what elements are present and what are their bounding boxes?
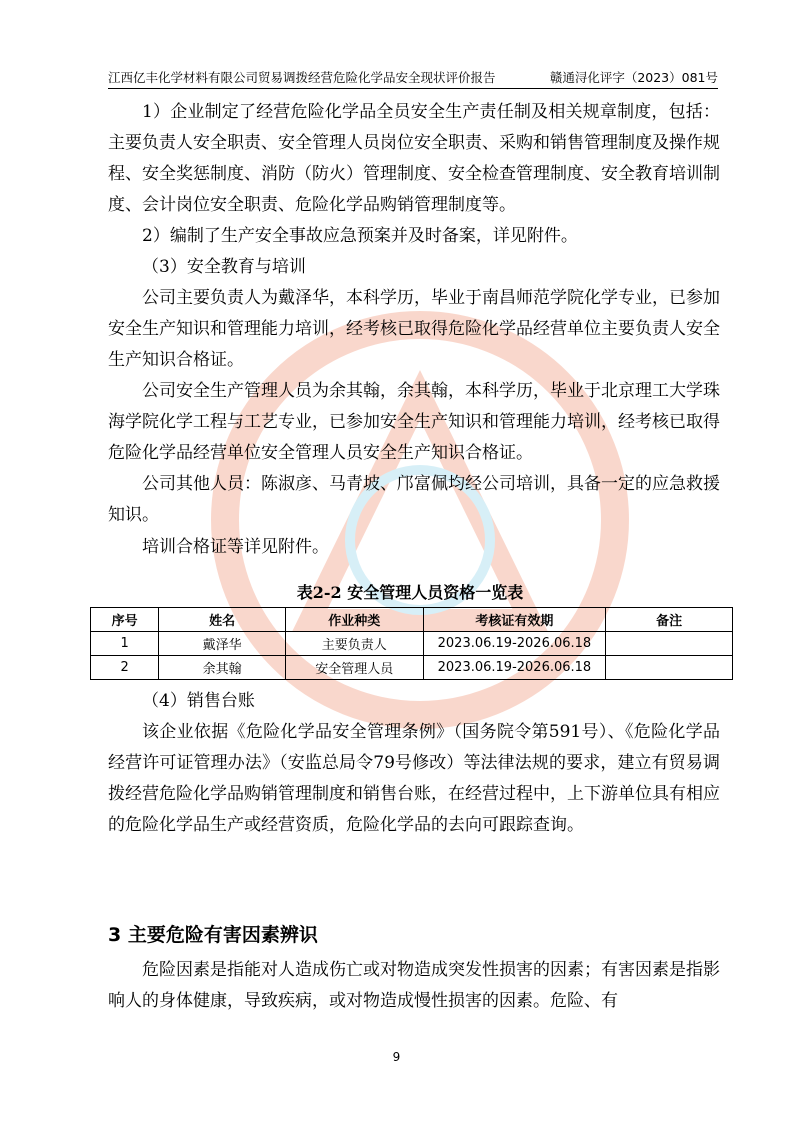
paragraph-safety-rules: 1）企业制定了经营危险化学品全员安全生产责任制及相关规章制度，包括：主要负责人安全职责、安全管理人员岗位安全职责、采购和销售管理制度及操作规程、安全奖惩制度、消防（防火）管理制度、安全检查管理制度、安全教育培训制度、会计岗位安全职责、危险化学品购销管理制度等。 (108, 102, 720, 215)
page-header (108, 66, 718, 89)
table-cell: 1 (91, 632, 159, 656)
paragraph-sales-ledger: 该企业依据《危险化学品安全管理条例》（国务院令第591号）、《危险化学品经营许可证管理办法》（安监总局令79号修改）等法律法规的要求，建立有贸易调拨经营危险化学品购销管理制度和销售台账，在经营过程中，上下游单位具有相应的危险化学品生产或经营资质，危险化学品的去向可跟踪查询。 (108, 722, 720, 835)
table-row (91, 656, 733, 680)
paragraph-safety-manager: 公司安全生产管理人员为余其翰，余其翰，本科学历，毕业于北京理工大学珠海学院化学工程与工艺专业，已参加安全生产知识和管理能力培训，经考核已取得危险化学品经营单位安全管理人员安全生产知识合格证。 (108, 381, 720, 463)
table-cell: 主要负责人 (286, 632, 424, 656)
personnel-qualification-table (90, 607, 733, 680)
paragraph-emergency-plan: 2）编制了生产安全事故应急预案并及时备案，详见附件。 (142, 226, 578, 246)
table-cell: 2023.06.19-2026.06.18 (423, 656, 606, 680)
header-report-number: 赣通浔化评字（2023）081号 (549, 70, 718, 85)
table-cell: 2 (91, 656, 159, 680)
table-cell: 余其翰 (159, 656, 286, 680)
header-report-title: 江西亿丰化学材料有限公司贸易调拨经营危险化学品安全现状评价报告 (108, 70, 496, 85)
column-header: 姓名 (159, 608, 286, 632)
table-caption: 表2-2 安全管理人员资格一览表 (296, 583, 524, 602)
paragraph-principal: 公司主要负责人为戴泽华，本科学历，毕业于南昌师范学院化学专业，已参加安全生产知识和管理能力培训，经考核已取得危险化学品经营单位主要负责人安全生产知识合格证。 (108, 288, 720, 370)
column-header: 作业种类 (286, 608, 424, 632)
table-cell: 安全管理人员 (286, 656, 424, 680)
paragraph-hazard-definition: 危险因素是指能对人造成伤亡或对物造成突发性损害的因素；有害因素是指影响人的身体健康，导致疾病，或对物造成慢性损害的因素。危险、有 (108, 960, 720, 1011)
table-cell: 戴泽华 (159, 632, 286, 656)
column-header: 考核证有效期 (423, 608, 606, 632)
table-header-row (91, 608, 733, 632)
paragraph-certificates: 培训合格证等详见附件。 (142, 537, 329, 557)
subheading-sales-ledger: （4）销售台账 (142, 691, 255, 711)
column-header: 备注 (606, 608, 733, 632)
subheading-training: （3）安全教育与培训 (142, 257, 306, 277)
page-number: 9 (392, 1050, 401, 1064)
table-cell (606, 632, 733, 656)
section-heading: 3 主要危险有害因素辨识 (108, 924, 318, 946)
paragraph-other-staff: 公司其他人员：陈淑彦、马青坡、邝富佩均经公司培训，具备一定的应急救援知识。 (108, 474, 720, 525)
table-cell: 2023.06.19-2026.06.18 (423, 632, 606, 656)
table-row (91, 632, 733, 656)
table-cell (606, 656, 733, 680)
column-header: 序号 (91, 608, 159, 632)
